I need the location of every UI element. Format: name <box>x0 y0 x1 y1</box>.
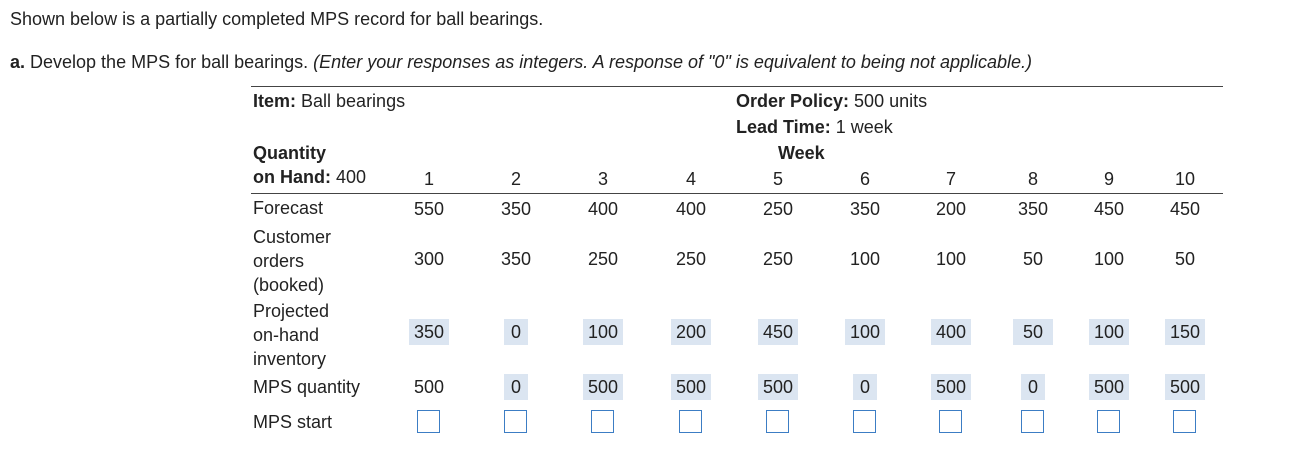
question-label: a. <box>10 52 26 72</box>
order-policy: Order Policy: 500 units <box>736 91 928 111</box>
week-label: Week <box>778 143 825 163</box>
forecast-value: 200 <box>935 199 967 219</box>
mps-start-input[interactable] <box>417 410 440 433</box>
item-label: Item: Ball bearings <box>253 91 406 111</box>
customer-orders-value: 100 <box>1093 249 1125 269</box>
intro-text: Shown below is a partially completed MPS record for ball bearings. <box>10 9 544 29</box>
projected-inventory-value: 100 <box>583 319 623 345</box>
week-number: 4 <box>685 169 696 189</box>
lead-time: Lead Time: 1 week <box>736 117 893 137</box>
projected-inventory-value: 350 <box>409 319 449 345</box>
quantity-label: Quantity <box>253 143 327 163</box>
mps-quantity-value: 500 <box>1165 374 1205 400</box>
mps-start-input[interactable] <box>591 410 614 433</box>
week-number: 5 <box>772 169 783 189</box>
forecast-value: 350 <box>849 199 881 219</box>
customer-orders-value: 50 <box>1174 249 1196 269</box>
mps-start-input[interactable] <box>1021 410 1044 433</box>
projected-inventory-value: 400 <box>931 319 971 345</box>
projected-inventory-value: 100 <box>845 319 885 345</box>
mps-start-input[interactable] <box>1097 410 1120 433</box>
mps-quantity-value: 0 <box>1021 374 1045 400</box>
projected-inventory-value: 200 <box>671 319 711 345</box>
week-number: 6 <box>859 169 870 189</box>
week-number: 8 <box>1027 169 1038 189</box>
mps-start-input[interactable] <box>504 410 527 433</box>
mps-quantity-label: MPS quantity <box>253 377 361 397</box>
week-number: 1 <box>423 169 434 189</box>
forecast-value: 400 <box>587 199 619 219</box>
customer-orders-label: Customer orders (booked) <box>253 227 332 295</box>
table-top-rule <box>251 86 1223 87</box>
customer-orders-value: 100 <box>849 249 881 269</box>
week-number: 10 <box>1174 169 1196 189</box>
mps-quantity-value: 500 <box>413 377 445 397</box>
forecast-value: 450 <box>1169 199 1201 219</box>
forecast-value: 450 <box>1093 199 1125 219</box>
mps-quantity-value: 0 <box>504 374 528 400</box>
on-hand: on Hand: 400 <box>253 167 367 187</box>
customer-orders-value: 250 <box>587 249 619 269</box>
forecast-value: 350 <box>1017 199 1049 219</box>
forecast-value: 400 <box>675 199 707 219</box>
week-number: 2 <box>510 169 521 189</box>
forecast-value: 550 <box>413 199 445 219</box>
question-a <box>10 52 1032 73</box>
mps-quantity-value: 500 <box>671 374 711 400</box>
mps-start-label: MPS start <box>253 412 333 432</box>
projected-inventory-value: 100 <box>1089 319 1129 345</box>
question-instruction: (Enter your responses as integers. A response of "0" is equivalent to being not applicable.) <box>313 52 1033 72</box>
customer-orders-value: 300 <box>413 249 445 269</box>
customer-orders-value: 250 <box>675 249 707 269</box>
week-number: 9 <box>1103 169 1114 189</box>
question-text: Develop the MPS for ball bearings. <box>25 52 314 72</box>
projected-label: Projected on-hand inventory <box>253 301 330 369</box>
mps-quantity-value: 500 <box>1089 374 1129 400</box>
forecast-label: Forecast <box>253 198 324 218</box>
mps-start-input[interactable] <box>679 410 702 433</box>
mps-quantity-value: 500 <box>583 374 623 400</box>
customer-orders-value: 100 <box>935 249 967 269</box>
mps-start-input[interactable] <box>1173 410 1196 433</box>
mps-quantity-value: 500 <box>931 374 971 400</box>
projected-inventory-value: 50 <box>1013 319 1053 345</box>
header-bottom-rule <box>251 193 1223 194</box>
projected-inventory-value: 150 <box>1165 319 1205 345</box>
customer-orders-value: 50 <box>1022 249 1044 269</box>
mps-start-input[interactable] <box>939 410 962 433</box>
mps-start-input[interactable] <box>853 410 876 433</box>
mps-quantity-value: 0 <box>853 374 877 400</box>
customer-orders-value: 350 <box>500 249 532 269</box>
projected-inventory-value: 450 <box>758 319 798 345</box>
forecast-value: 350 <box>500 199 532 219</box>
customer-orders-value: 250 <box>762 249 794 269</box>
week-number: 3 <box>597 169 608 189</box>
week-number: 7 <box>945 169 956 189</box>
mps-start-input[interactable] <box>766 410 789 433</box>
projected-inventory-value: 0 <box>504 319 528 345</box>
forecast-value: 250 <box>762 199 794 219</box>
mps-quantity-value: 500 <box>758 374 798 400</box>
